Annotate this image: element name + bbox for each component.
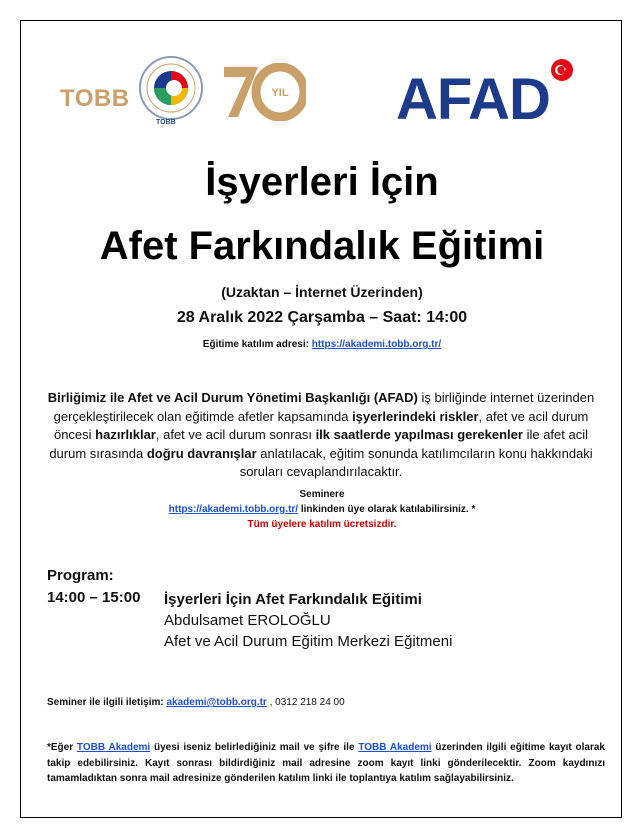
- seminar-line-2-text: linkinden üye olarak katılabilirsiniz. *: [298, 504, 476, 515]
- description-text-2: iş birliğinde internet üzerinden gerçekleştirilecek olan eğitimde afetler kapsamında: [53, 390, 595, 424]
- seminar-link[interactable]: https://akademi.tobb.org.tr/: [168, 504, 299, 515]
- event-datetime: 28 Aralık 2022 Çarşamba – Saat: 14:00: [176, 309, 468, 326]
- description-text-10: anlatılacak, eğitim sonunda katılımcıların konu hakkındaki soruları cevaplandırılacaktır.: [239, 445, 593, 479]
- description-bold-7: ilk saatlerde yapılması gerekenler: [315, 427, 523, 442]
- free-for-members-note: Tüm üyelere katılım ücretsizdir.: [247, 519, 397, 530]
- seal-caption: TOBB: [156, 119, 176, 126]
- seventy-year-caption: YIL: [271, 87, 289, 99]
- tobb-logo-text: TOBB: [60, 85, 130, 112]
- seminar-join-info: [20, 487, 624, 532]
- tobb-seal-icon: [138, 55, 204, 121]
- afad-logo-text: AFAD: [396, 67, 550, 132]
- seventy-year-logo-icon: [222, 63, 306, 121]
- program-time: 14:00 – 15:00: [47, 589, 141, 606]
- contact-label: Seminer ile ilgili iletişim:: [47, 697, 164, 708]
- tobb-akademi-link-1[interactable]: TOBB Akademi: [76, 742, 151, 753]
- description-text-4: , afet ve acil durum öncesi: [53, 408, 589, 442]
- session-title: İşyerleri İçin Afet Farkındalık Eğitimi: [164, 591, 422, 608]
- seminar-line-1: Seminere: [299, 489, 345, 500]
- description-paragraph: [38, 389, 604, 482]
- address-label: Eğitime katılım adresi:: [202, 339, 309, 350]
- contact-email-link[interactable]: akademi@tobb.org.tr: [166, 697, 267, 708]
- title-line-2: Afet Farkındalık Eğitimi: [99, 224, 545, 268]
- contact-info: [47, 697, 345, 708]
- footnote-text-3: üzerinden ilgili eğitime kayıt olarak takip edebilirsiniz. Kayıt sonrası bildirdiğiniz mail adresine zoom kayıt linki gönderilecektir. Zoom kaydınızı tamamladıktan sonra mail adresinize gönderilen katılım linki ile toplantıya katılım sağlayabilirsiniz.: [47, 742, 605, 784]
- speaker-name: Abdulsamet EROLOĞLU: [164, 612, 331, 629]
- footnote-text-1: *Eğer: [47, 742, 77, 753]
- subtitle: (Uzaktan – İnternet Üzerinden): [221, 284, 423, 300]
- tobb-akademi-link-2[interactable]: TOBB Akademi: [358, 742, 432, 753]
- description-bold-1: Birliğimiz ile Afet ve Acil Durum Yönetimi Başkanlığı (AFAD): [47, 390, 418, 405]
- description-bold-9: doğru davranışlar: [146, 445, 257, 461]
- footnote: [47, 740, 605, 787]
- description-text-8: ile afet acil durum sırasında: [49, 427, 589, 461]
- description-bold-5: hazırlıklar: [95, 427, 156, 442]
- program-session: [164, 589, 584, 652]
- description-bold-3: işyerlerindeki riskler: [352, 408, 479, 424]
- logo-bar: [60, 55, 580, 145]
- footnote-text-2: üyesi iseniz belirlediğiniz mail ve şifre ile: [150, 742, 359, 753]
- program-heading: Program:: [47, 567, 114, 584]
- seminar-line-2: [20, 502, 624, 517]
- title-line-1: İşyerleri İçin: [205, 160, 439, 204]
- speaker-role: Afet ve Acil Durum Eğitim Merkezi Eğitmeni: [164, 633, 453, 650]
- address-link[interactable]: https://akademi.tobb.org.tr/: [311, 339, 442, 350]
- participation-address: [20, 339, 624, 350]
- turkish-flag-icon: [551, 59, 573, 81]
- description-text-6: , afet ve acil durum sonrası: [155, 427, 316, 442]
- contact-phone: , 0312 218 24 00: [266, 697, 345, 708]
